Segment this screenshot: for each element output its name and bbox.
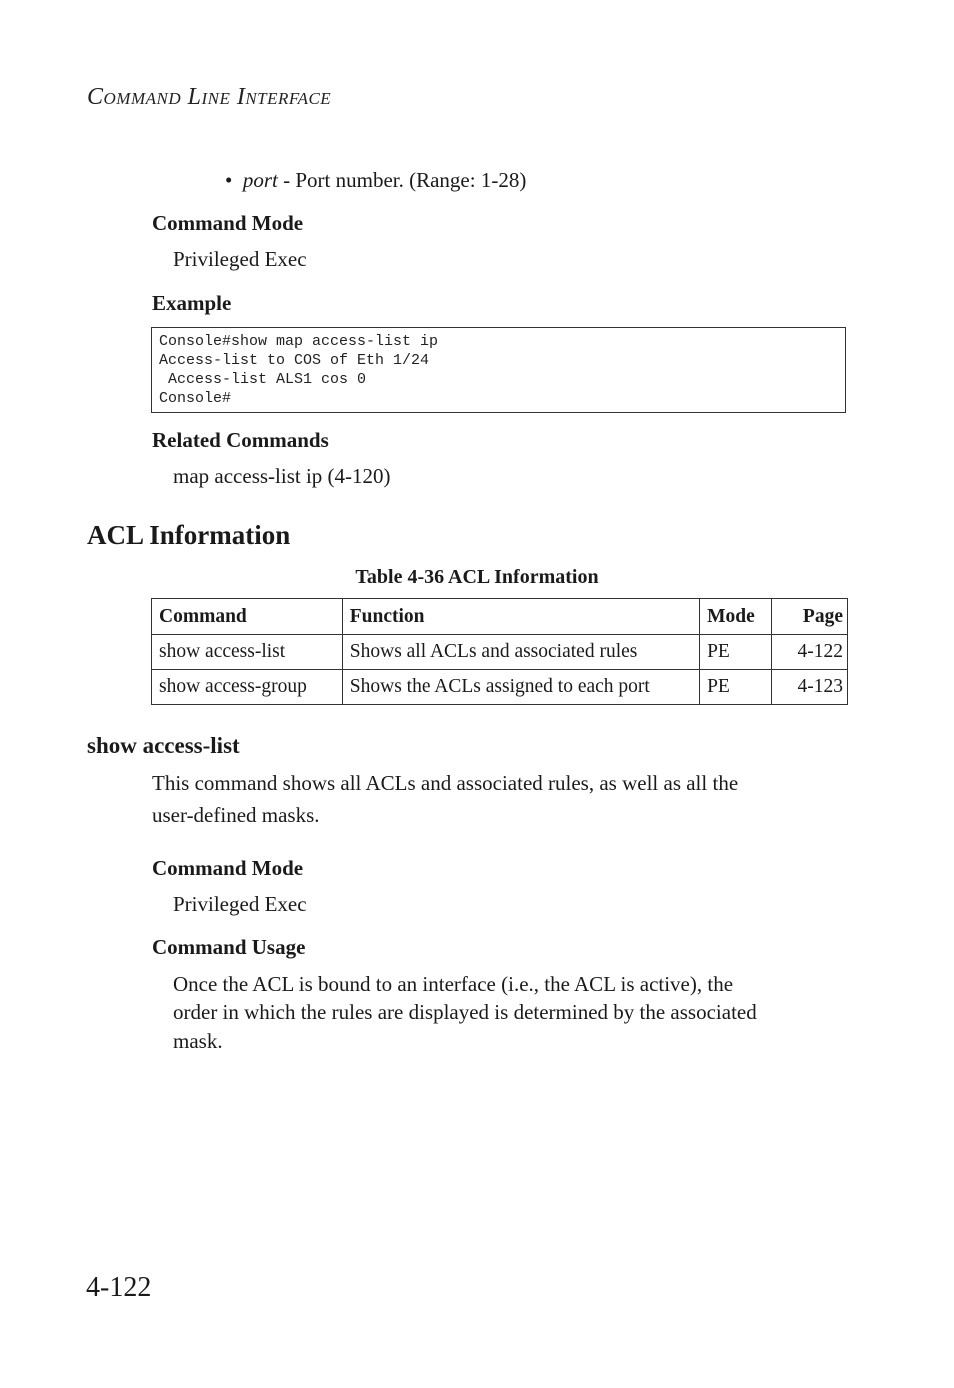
acl-command-table (151, 598, 848, 705)
example-code-box (151, 327, 846, 413)
header-page: Page (772, 599, 848, 635)
section-title: ACL Information (87, 520, 291, 550)
code-line: Console#show map access-list ip (159, 333, 439, 350)
command-usage-heading: Command Usage (152, 935, 306, 959)
code-line: Access-list to COS of Eth 1/24 (159, 352, 430, 369)
description-line: This command shows all ACLs and associated rules, as well as all the (152, 771, 739, 795)
header-function: Function (342, 599, 699, 635)
running-header: Command Line Interface (87, 84, 332, 110)
table-row (152, 670, 848, 705)
cell-function: Shows all ACLs and associated rules (342, 635, 699, 670)
param-name: port (242, 168, 278, 192)
code-line: Access-list ALS1 cos 0 (159, 371, 367, 388)
header-command: Command (152, 599, 343, 635)
description-line: user-defined masks. (152, 803, 320, 827)
cell-command: show access-list (152, 635, 343, 670)
param-bullet (225, 168, 526, 193)
command-heading: show access-list (87, 733, 240, 758)
table-caption: Table 4-36 ACL Information (355, 566, 599, 588)
param-desc: - Port number. (Range: 1-28) (277, 168, 527, 192)
cell-function: Shows the ACLs assigned to each port (342, 670, 699, 705)
usage-line: Once the ACL is bound to an interface (i.e., the ACL is active), the (173, 972, 734, 996)
usage-line: mask. (173, 1029, 223, 1053)
related-commands-value: map access-list ip (4-120) (173, 464, 391, 488)
header-mode: Mode (700, 599, 772, 635)
related-commands-heading: Related Commands (152, 428, 329, 452)
cell-page: 4-123 (772, 670, 848, 705)
table-row (152, 635, 848, 670)
usage-line: order in which the rules are displayed is determined by the associated (173, 1000, 757, 1024)
cell-mode: PE (700, 635, 772, 670)
page-number: 4-122 (86, 1272, 152, 1303)
command-mode-value: Privileged Exec (173, 247, 307, 271)
cell-command: show access-group (152, 670, 343, 705)
command-mode-heading-2: Command Mode (152, 856, 304, 880)
command-mode-value-2: Privileged Exec (173, 892, 307, 916)
code-line: Console# (159, 390, 232, 407)
bullet-glyph: • (225, 168, 233, 192)
command-mode-heading: Command Mode (152, 211, 304, 235)
cell-page: 4-122 (772, 635, 848, 670)
example-heading: Example (152, 291, 232, 315)
table-header-row (152, 599, 848, 635)
cell-mode: PE (700, 670, 772, 705)
